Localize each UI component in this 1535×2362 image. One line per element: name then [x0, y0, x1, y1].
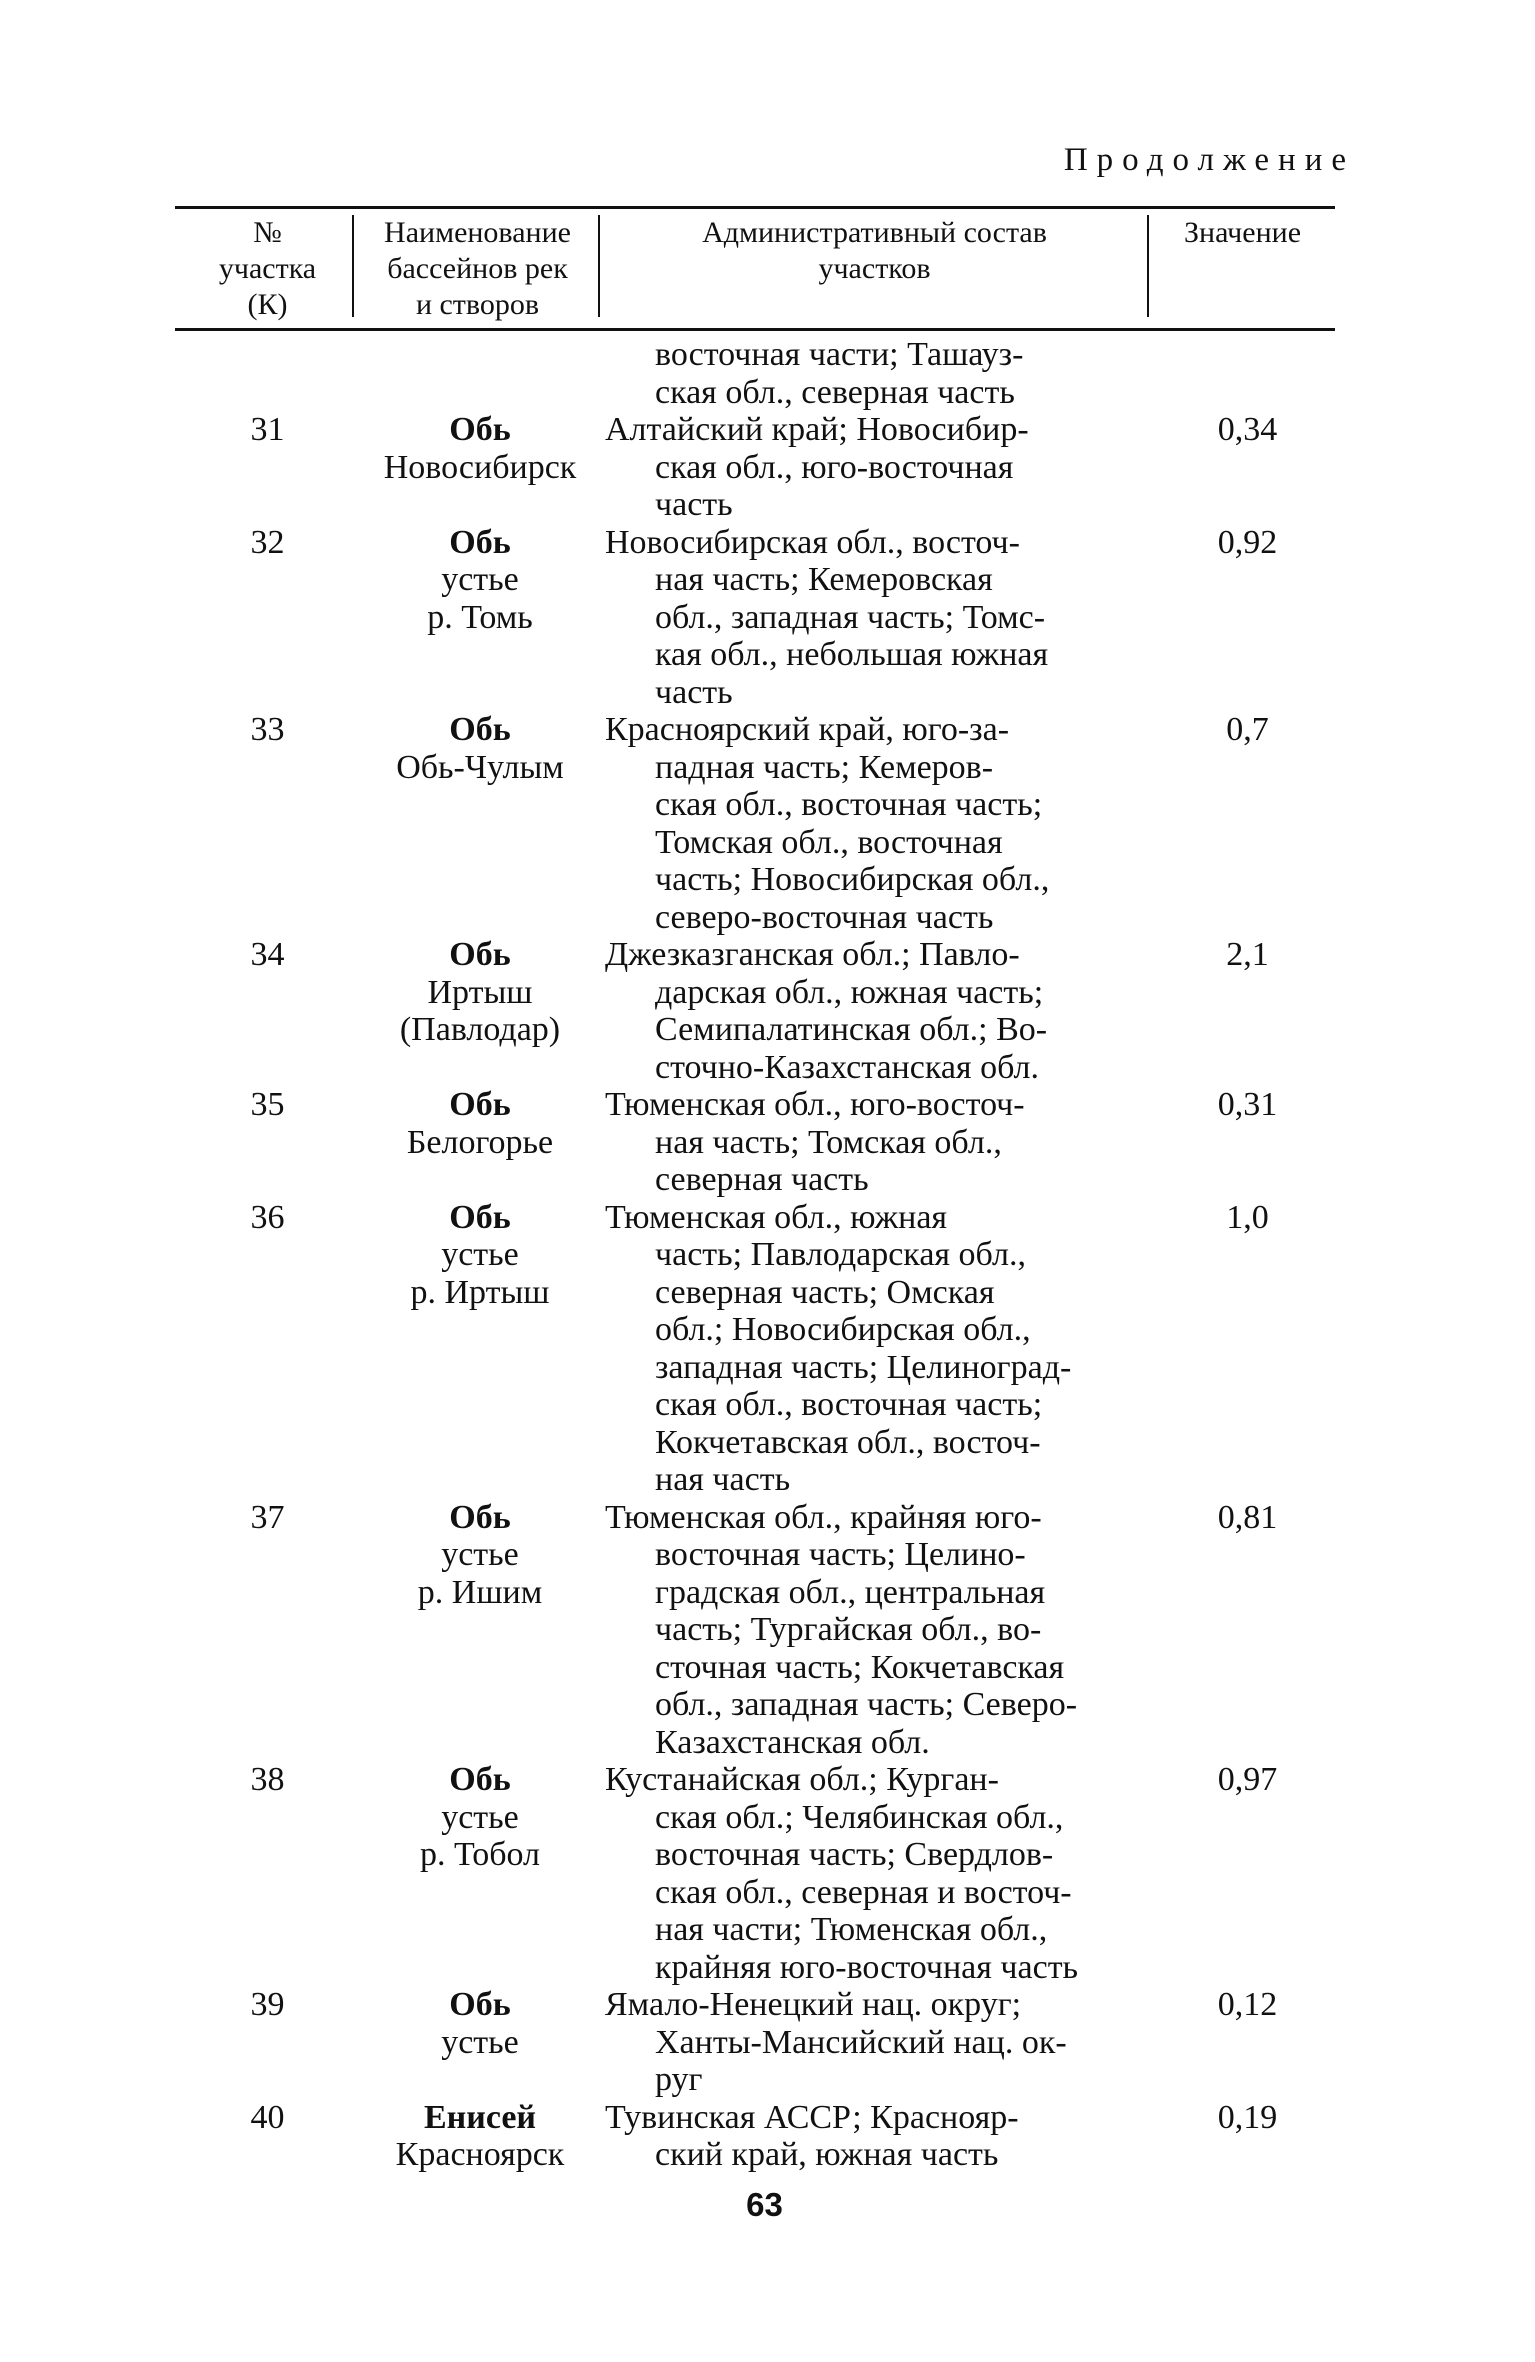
river-name: Обь — [449, 1761, 511, 1798]
admin-line: часть; Новосибирская обл., — [655, 861, 1050, 898]
admin-line: Томская обл., восточная — [655, 823, 1003, 861]
admin-line: восточная часть; Свердлов- — [655, 1836, 1054, 1873]
admin-line: Тувинская АССР; Краснояр- — [605, 2098, 1019, 2136]
row-value: 0,92 — [1217, 523, 1278, 561]
header-admin — [602, 215, 1147, 287]
admin-line: ский край, южная часть — [655, 2136, 999, 2173]
admin-line: часть — [655, 486, 733, 523]
carryover-admin — [600, 336, 1130, 411]
row-value: 0,19 — [1217, 2098, 1278, 2136]
river-name: Обь — [449, 411, 511, 448]
row-value: 0,34 — [1217, 411, 1278, 448]
admin-line: Тюменская обл., крайняя юго- — [605, 1498, 1042, 1536]
site-name: Иртыш — [427, 973, 533, 1011]
river-name: Енисей — [423, 2098, 537, 2136]
header-divider — [598, 215, 600, 317]
admin-line: градская обл., центральная — [655, 1573, 1046, 1611]
header-name-line: бассейнов рек — [387, 252, 568, 285]
header-name-line: и створов — [415, 288, 540, 321]
row-value: 0,7 — [1226, 711, 1269, 748]
river-name: Обь — [449, 1986, 511, 2023]
admin-line: ская обл.; Челябинская обл., — [655, 1798, 1064, 1836]
page-number-text: 63 — [746, 2186, 783, 2223]
table-row — [175, 1086, 1335, 1199]
row-basin-site — [360, 1986, 600, 2099]
table-row — [175, 1199, 1335, 1499]
admin-line: ская обл., юго-восточная — [655, 448, 1014, 486]
admin-line: восточная часть; Целино- — [655, 1536, 1026, 1573]
header-number — [175, 215, 360, 323]
row-number: 37 — [250, 1498, 285, 1536]
header-admin-line: участков — [818, 252, 931, 285]
table-top-rule — [175, 206, 1335, 209]
admin-line: обл., западная часть; Томс- — [655, 598, 1046, 636]
header-number-line: № — [253, 216, 282, 249]
row-value: 0,31 — [1217, 1086, 1278, 1123]
header-number-line: участка — [218, 252, 317, 285]
admin-line: часть — [655, 673, 733, 711]
row-basin-site — [360, 411, 600, 524]
admin-line: крайняя юго-восточная часть — [655, 1948, 1079, 1986]
row-number: 35 — [250, 1086, 285, 1123]
admin-line: восточная части; Ташауз- — [655, 336, 1024, 373]
site-name: р. Ишим — [417, 1573, 543, 1611]
admin-line: руг — [655, 2061, 703, 2098]
header-divider — [1147, 215, 1149, 317]
table-rows — [175, 411, 1335, 2174]
admin-line: часть; Тургайская обл., во- — [655, 1611, 1042, 1648]
table-row — [175, 1761, 1335, 1986]
site-name: (Павлодар) — [399, 1011, 561, 1048]
row-basin-site — [360, 1086, 600, 1199]
site-name: устье — [441, 561, 519, 598]
row-admin — [600, 1986, 1130, 2099]
admin-line: кая обл., небольшая южная — [655, 636, 1049, 673]
row-value: 1,0 — [1226, 1198, 1269, 1236]
row-basin-site — [360, 936, 600, 1086]
site-name: Новосибирск — [383, 448, 577, 486]
admin-line: Новосибирская обл., восточ- — [605, 523, 1020, 561]
row-basin-site — [360, 1199, 600, 1499]
admin-line: обл., западная часть; Северо- — [655, 1686, 1078, 1723]
admin-line: дарская обл., южная часть; — [655, 973, 1044, 1011]
site-name: Белогорье — [406, 1123, 554, 1161]
table-body — [175, 336, 1335, 2174]
table-row — [175, 1499, 1335, 1762]
header-name — [355, 215, 600, 323]
row-admin — [600, 524, 1130, 712]
admin-line: Кустанайская обл.; Курган- — [605, 1761, 999, 1798]
row-admin — [600, 1086, 1130, 1199]
river-name: Обь — [449, 1086, 511, 1123]
header-value-line: Значение — [1183, 216, 1302, 249]
admin-line: ская обл., восточная часть; — [655, 1386, 1043, 1423]
admin-line: Красноярский край, юго-за- — [605, 711, 1010, 748]
river-name: Обь — [449, 711, 511, 748]
table-row — [175, 2099, 1335, 2174]
header-number-line: (К) — [247, 288, 288, 321]
admin-line: Тюменская обл., южная — [605, 1198, 948, 1236]
table-row — [175, 411, 1335, 524]
row-value: 2,1 — [1226, 936, 1269, 973]
row-admin — [600, 1499, 1130, 1762]
site-name: р. Иртыш — [410, 1273, 550, 1311]
row-basin-site — [360, 2099, 600, 2174]
row-value: 0,81 — [1217, 1498, 1278, 1536]
river-name: Обь — [449, 1498, 511, 1536]
row-value: 0,12 — [1217, 1986, 1278, 2023]
table-row — [175, 936, 1335, 1086]
row-value: 0,97 — [1217, 1761, 1278, 1798]
header-admin-line: Административный состав — [702, 216, 1047, 249]
admin-line: сточная часть; Кокчетавская — [655, 1648, 1065, 1686]
site-name: устье — [441, 1798, 519, 1836]
river-name: Обь — [449, 936, 511, 973]
site-name: устье — [441, 2023, 519, 2061]
site-name: Обь-Чулым — [396, 748, 564, 786]
table-row — [175, 524, 1335, 712]
row-admin — [600, 711, 1130, 936]
row-basin-site — [360, 711, 600, 936]
admin-line: ная часть; Кемеровская — [655, 561, 993, 598]
river-name: Обь — [449, 523, 511, 561]
site-name: устье — [441, 1236, 519, 1273]
row-admin — [600, 936, 1130, 1086]
continuation-label: Продолжение — [1063, 142, 1355, 178]
row-basin-site — [360, 1499, 600, 1762]
admin-line: западная часть; Целиноград- — [655, 1348, 1072, 1386]
admin-line: ная часть; Томская обл., — [655, 1123, 1002, 1161]
admin-line: Семипалатинская обл.; Во- — [655, 1011, 1048, 1048]
table-row — [175, 1986, 1335, 2099]
admin-line: падная часть; Кемеров- — [655, 748, 994, 786]
site-name: р. Томь — [427, 598, 533, 636]
row-basin-site — [360, 1761, 600, 1986]
admin-line: Алтайский край; Новосибир- — [605, 411, 1029, 448]
site-name: устье — [441, 1536, 519, 1573]
admin-line: ная часть — [655, 1461, 791, 1498]
row-number: 33 — [250, 711, 285, 748]
row-number: 38 — [250, 1761, 285, 1798]
header-bottom-rule — [175, 328, 1335, 331]
header-value — [1150, 215, 1335, 251]
row-admin — [600, 2099, 1130, 2174]
admin-line: Джезказганская обл.; Павло- — [605, 936, 1020, 973]
admin-line: ская обл., восточная часть; — [655, 786, 1043, 823]
row-admin — [600, 411, 1130, 524]
admin-line: ская обл., северная и восточ- — [655, 1873, 1072, 1911]
admin-line: Ямало-Ненецкий нац. округ; — [605, 1986, 1022, 2023]
admin-line: северная часть; Омская — [655, 1273, 995, 1311]
admin-line: ная части; Тюменская обл., — [655, 1911, 1048, 1948]
admin-line: северо-восточная часть — [655, 898, 994, 936]
admin-line: часть; Павлодарская обл., — [655, 1236, 1026, 1273]
row-number: 36 — [250, 1198, 285, 1236]
admin-line: сточно-Казахстанская обл. — [655, 1048, 1039, 1086]
row-admin — [600, 1761, 1130, 1986]
row-basin-site — [360, 524, 600, 712]
admin-line: Кокчетавская обл., восточ- — [655, 1423, 1041, 1461]
admin-line: Ханты-Мансийский нац. ок- — [655, 2023, 1067, 2061]
table-row — [175, 711, 1335, 936]
admin-line: Казахстанская обл. — [655, 1723, 930, 1761]
river-name: Обь — [449, 1198, 511, 1236]
row-number: 39 — [250, 1986, 285, 2023]
row-number: 40 — [250, 2098, 285, 2136]
admin-line: обл.; Новосибирская обл., — [655, 1311, 1031, 1348]
row-number: 32 — [250, 523, 285, 561]
page-number — [0, 2186, 1535, 2224]
row-admin — [600, 1199, 1130, 1499]
admin-line: северная часть — [655, 1161, 869, 1198]
admin-line: ская обл., северная часть — [655, 373, 1015, 411]
carryover-row — [175, 336, 1335, 411]
site-name: р. Тобол — [419, 1836, 541, 1873]
row-number: 31 — [250, 411, 285, 448]
header-divider — [352, 215, 354, 317]
row-number: 34 — [250, 936, 285, 973]
admin-line: Тюменская обл., юго-восточ- — [605, 1086, 1025, 1123]
header-name-line: Наименование — [384, 216, 571, 249]
site-name: Красноярск — [395, 2136, 565, 2173]
